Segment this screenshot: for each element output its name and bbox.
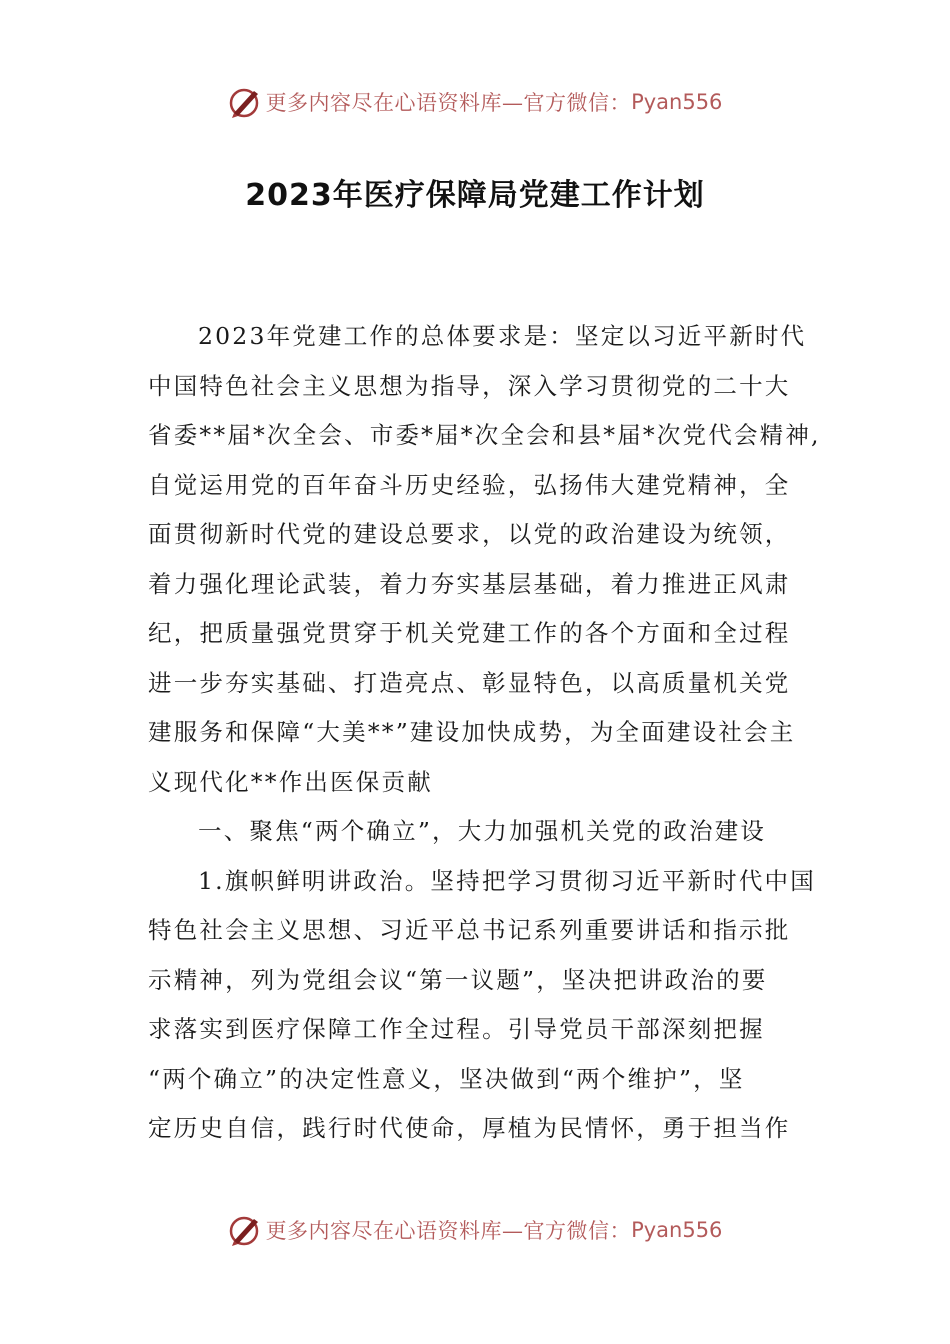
text-line: 示精神，列为党组会议“第一议题”，坚决把讲政治的要 (148, 965, 768, 994)
text-line: 自觉运用党的百年奋斗历史经验，弘扬伟大建党精神，全 (148, 470, 791, 499)
text-line: 着力强化理论武装，着力夯实基层基础，着力推进正风肃 (148, 569, 791, 598)
text-line: 面贯彻新时代党的建设总要求，以党的政治建设为统领， (148, 520, 791, 548)
footer-banner-text: 更多内容尽在心语资料库—官方微信： (265, 1219, 632, 1243)
text-line: 求落实到医疗保障工作全过程。引导党员干部深刻把握 (148, 1015, 765, 1043)
header-banner-text: 更多内容尽在心语资料库—官方微信： (265, 91, 632, 115)
text-line: 定历史自信，践行时代使命，厚植为民情怀，勇于担当作 (148, 1114, 791, 1142)
text-line: 建服务和保障“大美**”建设加快成势，为全面建设社会主 (148, 718, 796, 746)
header-watermark-banner (0, 82, 950, 122)
section-heading-1 (148, 807, 808, 857)
text-line: 进一步夯实基础、打造亮点、彰显特色，以高质量机关党 (148, 668, 791, 697)
pen-logo-icon (228, 85, 262, 119)
text-line: 特色社会主义思想、习近平总书记系列重要讲话和指示批 (148, 916, 791, 944)
text-line: 2023年党建工作的总体要求是：坚定以习近平新时代 (198, 322, 807, 350)
pen-logo-icon (228, 1213, 262, 1247)
text-line: 1.旗帜鲜明讲政治。坚持把学习贯彻习近平新时代中国 (198, 866, 816, 895)
text-line: 纪，把质量强党贯穿于机关党建工作的各个方面和全过程 (148, 619, 791, 647)
text-line: 中国特色社会主义思想为指导，深入学习贯彻党的二十大 (148, 371, 791, 400)
footer-watermark-banner (0, 1210, 950, 1250)
document-title: 2023年医疗保障局党建工作计划 (245, 178, 705, 213)
document-body (148, 312, 821, 1154)
text-line: “两个确立”的决定性意义，坚决做到“两个维护”，坚 (148, 1064, 745, 1093)
header-banner-wechat-id: Pyan556 (631, 90, 723, 114)
heading-line: 一、聚焦“两个确立”，大力加强机关党的政治建设 (198, 817, 767, 845)
paragraph-general-requirements (148, 312, 821, 807)
paragraph-item-1 (148, 857, 816, 1154)
text-line: 省委**届*次全会、市委*届*次全会和县*届*次党代会精神, (148, 421, 821, 449)
text-line: 义现代化**作出医保贡献 (148, 767, 433, 796)
footer-banner-wechat-id: Pyan556 (631, 1218, 723, 1242)
